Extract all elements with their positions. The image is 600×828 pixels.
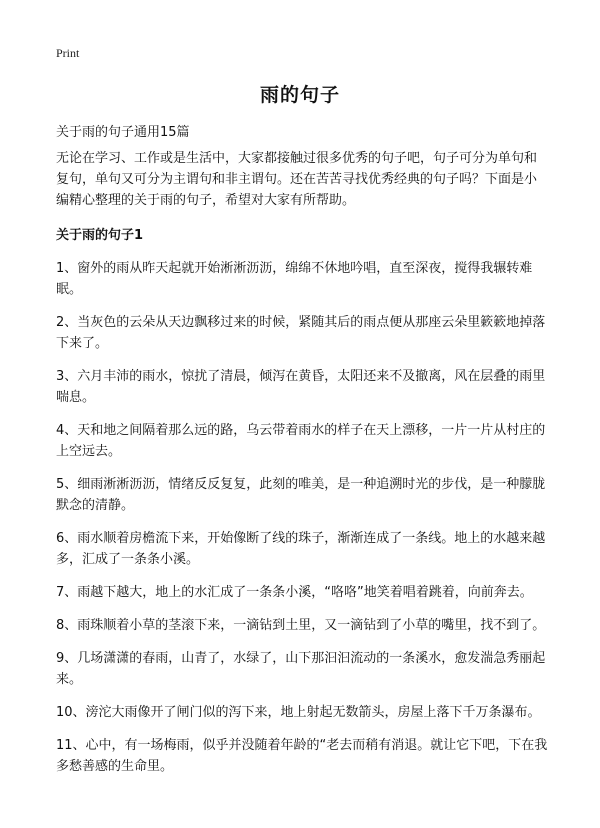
- list-item: 11、心中，有一场梅雨，似乎并没随着年龄的“老去而稍有消退。就让它下吧，下在我多愁善感的生命里。: [56, 738, 548, 774]
- list-item: 4、天和地之间隔着那么远的路，乌云带着雨水的样子在天上漂移，一片一片从村庄的上空远去。: [56, 423, 546, 459]
- list-item: 5、细雨淅淅沥沥，情绪反反复复，此刻的唯美，是一种追溯时光的步伐，是一种朦胧默念的清静。: [56, 477, 546, 513]
- list-item: 3、六月丰沛的雨水，惊扰了清晨，倾泻在黄昏，太阳还来不及撤离，风在层叠的雨里喘息。: [56, 369, 546, 405]
- list-item: 9、几场潇潇的春雨，山青了，水绿了，山下那汩汩流动的一条溪水，愈发湍急秀丽起来。: [56, 651, 546, 687]
- list-item: 10、滂沱大雨像开了闸门似的泻下来，地上射起无数箭头，房屋上落下千万条瀑布。: [56, 705, 541, 720]
- print-link[interactable]: Print: [56, 46, 80, 60]
- section-heading: 关于雨的句子1: [56, 228, 144, 243]
- list-item: 7、雨越下越大，地上的水汇成了一条条小溪，“咯咯”地笑着唱着跳着，向前奔去。: [56, 585, 533, 600]
- list-item: 1、窗外的雨从昨天起就开始淅淅沥沥，绵绵不休地吟唱，直至深夜，搅得我辗转难眠。: [56, 261, 533, 297]
- page-title: 雨的句子: [259, 84, 340, 106]
- document-subtitle: 关于雨的句子通用15篇: [56, 125, 190, 140]
- list-item: 6、雨水顺着房檐流下来，开始像断了线的珠子，渐渐连成了一条线。地上的水越来越多，汇成了一条条小溪。: [56, 531, 546, 567]
- intro-paragraph: 无论在学习、工作或是生活中，大家都接触过很多优秀的句子吧，句子可分为单句和复句，单句又可分为主谓句和非主谓句。还在苦苦寻找优秀经典的句子吗？下面是小编精心整理的关于雨的句子，希望对大家有所帮助。: [56, 151, 538, 208]
- list-item: 2、当灰色的云朵从天边飘移过来的时候，紧随其后的雨点便从那座云朵里簌簌地掉落下来了。: [56, 315, 546, 351]
- document-content: [56, 148, 548, 789]
- list-item: 8、雨珠顺着小草的茎滚下来，一滴钻到土里，又一滴钻到了小草的嘴里，找不到了。: [56, 618, 546, 633]
